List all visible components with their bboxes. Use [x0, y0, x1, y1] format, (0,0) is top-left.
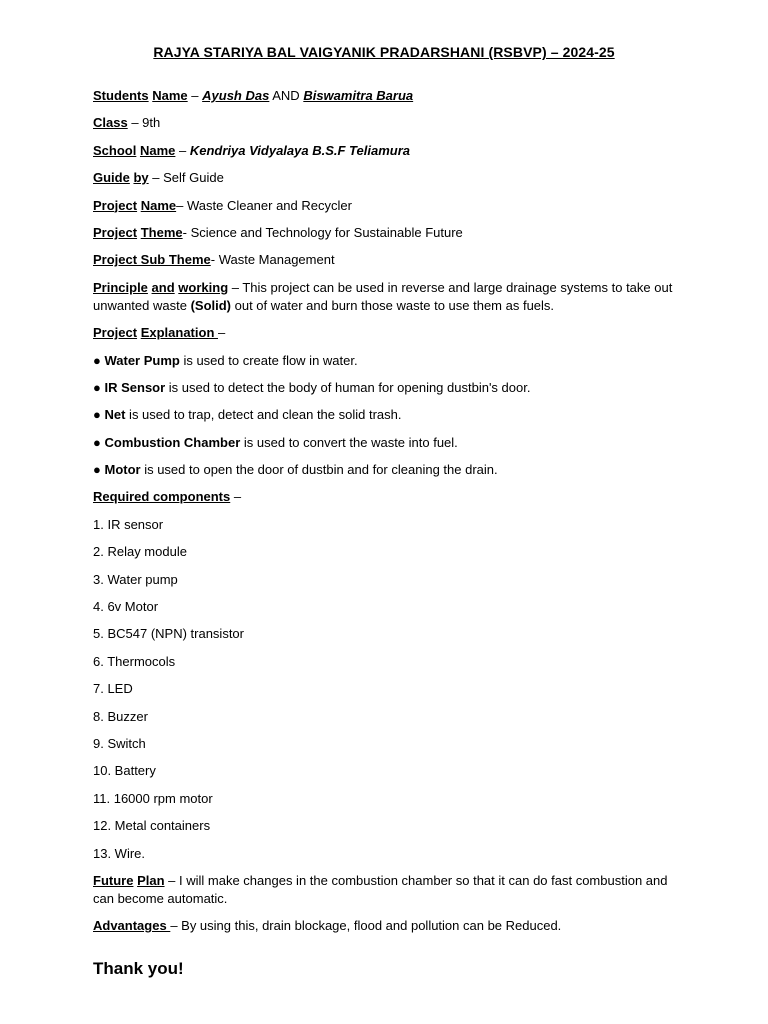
class-line: [93, 114, 678, 132]
bullet-desc: is used to create flow in water.: [179, 352, 358, 368]
bullet-item: [93, 434, 678, 452]
bullet-term: IR Sensor: [104, 379, 166, 395]
bullet-item: [93, 461, 678, 479]
component-item: 3. Water pump: [93, 571, 178, 587]
component-item: 12. Metal containers: [93, 818, 211, 834]
project-theme-value: Science and Technology for Sustainable Future: [190, 224, 463, 240]
students-label: Students: [93, 88, 149, 103]
and-text: AND: [269, 88, 304, 103]
component-item: 1. IR sensor: [93, 516, 164, 532]
separator: -: [210, 252, 219, 268]
students-name-line: [93, 87, 678, 105]
project-label: Project: [93, 224, 138, 240]
bullet-icon: ●: [93, 407, 101, 423]
required-components-label: Required components: [93, 489, 231, 505]
project-theme-line: [93, 224, 678, 242]
principle-text-2: out of water and burn those waste to use them as fuels.: [231, 297, 555, 313]
project-sub-theme-line: [93, 251, 678, 269]
school-value: Kendriya Vidyalaya B.S.F Teliamura: [189, 142, 410, 158]
bullet-term: Water Pump: [104, 352, 180, 368]
bullet-item: [93, 379, 678, 397]
class-value: 9th: [142, 115, 161, 131]
separator: –: [187, 88, 203, 103]
separator: –: [230, 489, 242, 505]
bullet-item: [93, 406, 678, 424]
plan-label: Plan: [137, 872, 165, 888]
bullet-term: Motor: [104, 462, 141, 478]
bullet-icon: ●: [93, 434, 101, 450]
principle-label: Principle: [93, 279, 148, 295]
bullet-icon: ●: [93, 352, 101, 368]
future-plan-paragraph: [93, 872, 678, 908]
and-label: and: [151, 279, 175, 295]
document-body: [93, 87, 678, 945]
name-label: Name: [140, 197, 177, 213]
future-label: Future: [93, 872, 134, 888]
future-plan-text: – I will make changes in the combustion chamber so that it can do fast combustion and can become automatic.: [93, 872, 668, 906]
bullet-item: [93, 352, 678, 370]
school-label: School: [93, 142, 137, 158]
separator: -: [182, 224, 191, 240]
required-components-heading: [93, 488, 678, 506]
project-sub-theme-label: Project Sub Theme: [93, 252, 211, 268]
guide-value: Self Guide: [163, 170, 224, 186]
project-label: Project: [93, 325, 138, 341]
bullet-icon: ●: [93, 379, 101, 395]
component-item: 7. LED: [93, 681, 133, 697]
component-item: 11. 16000 rpm motor: [93, 790, 213, 806]
project-label: Project: [93, 197, 138, 213]
component-item: 4. 6v Motor: [93, 599, 159, 615]
bullet-desc: is used to convert the waste into fuel.: [240, 434, 458, 450]
name-label: Name: [139, 142, 176, 158]
separator: –: [148, 170, 164, 186]
student-name-1: Ayush Das: [202, 88, 270, 103]
school-name-line: [93, 142, 678, 160]
theme-label: Theme: [140, 224, 183, 240]
project-name-value: Waste Cleaner and Recycler: [186, 197, 352, 213]
principle-text-1: – This project can be used in reverse and large drainage systems to take out unwanted waste: [93, 279, 673, 313]
bullet-term: Combustion Chamber: [104, 434, 241, 450]
project-name-line: [93, 197, 678, 215]
separator: –: [218, 325, 226, 341]
component-item: 5. BC547 (NPN) transistor: [93, 626, 244, 642]
principle-paragraph: [93, 279, 678, 315]
student-name-2: Biswamitra Barua: [303, 88, 414, 103]
name-label: Name: [152, 88, 188, 103]
class-label: Class: [93, 115, 128, 131]
by-label: by: [133, 170, 149, 186]
project-sub-theme-value: Waste Management: [218, 252, 335, 268]
component-item: 2. Relay module: [93, 544, 187, 560]
guide-label: Guide: [93, 170, 130, 186]
bullet-desc: is used to trap, detect and clean the solid trash.: [125, 407, 402, 423]
component-item: 9. Switch: [93, 735, 146, 751]
thank-you-text: Thank you!: [93, 959, 184, 978]
bullet-desc: is used to open the door of dustbin and for cleaning the drain.: [140, 462, 498, 478]
separator: –: [175, 142, 190, 158]
guide-line: [93, 169, 678, 187]
advantages-line: [93, 917, 678, 935]
component-item: 10. Battery: [93, 763, 156, 779]
page-title: RAJYA STARIYA BAL VAIGYANIK PRADARSHANI (RSBVP) – 2024-25: [153, 44, 615, 60]
principle-bold: (Solid): [190, 297, 232, 313]
working-label: working: [178, 279, 229, 295]
separator: –: [176, 197, 187, 213]
project-explanation-heading: [93, 324, 678, 342]
advantages-label: Advantages: [93, 918, 171, 934]
advantages-text: – By using this, drain blockage, flood and pollution can be Reduced.: [170, 918, 562, 934]
bullet-desc: is used to detect the body of human for opening dustbin's door.: [165, 379, 531, 395]
bullet-term: Net: [104, 407, 126, 423]
separator: –: [127, 115, 143, 131]
bullet-icon: ●: [93, 462, 101, 478]
component-item: 6. Thermocols: [93, 653, 176, 669]
component-item: 8. Buzzer: [93, 708, 148, 724]
explanation-label: Explanation: [140, 325, 218, 341]
component-item: 13. Wire.: [93, 845, 146, 861]
